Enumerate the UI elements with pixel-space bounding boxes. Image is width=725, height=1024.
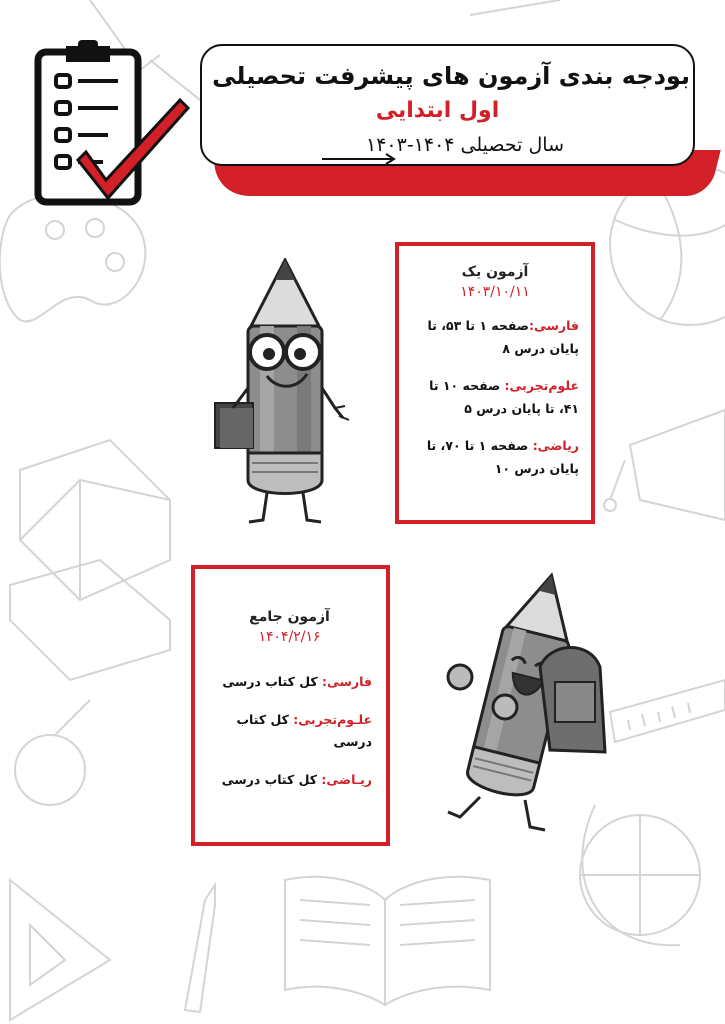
exam-item-math (207, 769, 372, 791)
grade-label: اول ابتدایی (375, 98, 500, 123)
subject-label: ریـاضی: (321, 772, 372, 787)
exam-item-farsi (207, 671, 372, 693)
pencil-character-glasses (205, 258, 355, 526)
exam-date: ۱۴۰۳/۱۰/۱۱ (460, 284, 530, 300)
subject-range: صفحه ۱۰ تا ۴۱، تا پایان درس ۵ (429, 378, 579, 416)
subject-label: فارسی: (321, 674, 372, 689)
subject-range: کل کتاب درسی (221, 772, 322, 787)
subject-label: ریاضی: (532, 438, 579, 453)
exam-date: ۱۴۰۴/۲/۱۶ (258, 629, 321, 645)
subject-label: فارسی: (528, 318, 579, 333)
exam-item-farsi (411, 314, 579, 360)
exam-title: آزمون یک (461, 264, 529, 280)
exam-card-2 (191, 565, 390, 846)
exam-card-1 (395, 242, 595, 524)
subject-label: علـوم‌تجربی: (293, 712, 372, 727)
subject-range: کل کتاب درسی (222, 674, 322, 689)
pencil-character-backpack (430, 572, 615, 837)
exam-item-math (411, 434, 579, 480)
subject-range: صفحه ۱ تا ۷۰، تا پایان درس ۱۰ (426, 438, 579, 476)
exam-item-science (411, 374, 579, 420)
exam-title: آزمون جامع (249, 609, 330, 625)
arrow-icon (320, 152, 400, 166)
exam-item-science (207, 709, 372, 753)
page-title: بودجه بندی آزمون های پیشرفت تحصیلی (212, 62, 690, 90)
subject-range: کل کتاب درسی (236, 712, 372, 749)
clipboard-checklist-icon (28, 40, 208, 210)
subject-range: صفحه ۱ تا ۵۳، تا پایان درس ۸ (427, 318, 579, 356)
subject-label: علوم‌تجربی: (504, 378, 579, 393)
academic-year: سال تحصیلی ۱۴۰۴-۱۴۰۳ (366, 134, 564, 156)
